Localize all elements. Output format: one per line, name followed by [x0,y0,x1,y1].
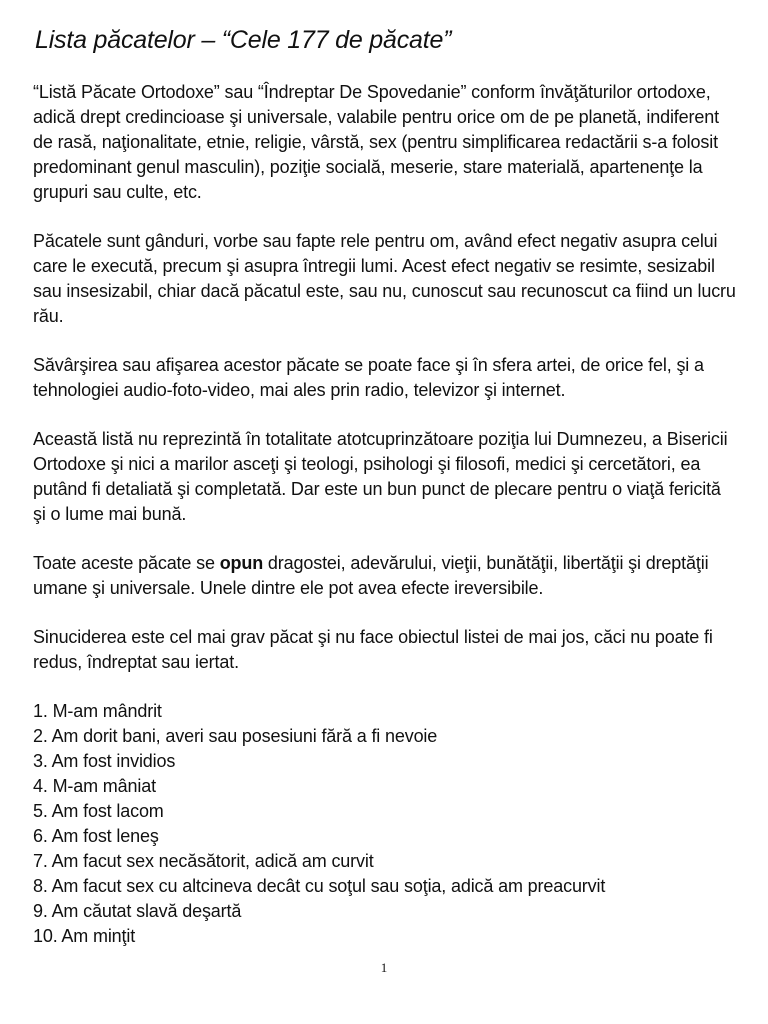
suicide-paragraph: Sinuciderea este cel mai grav păcat şi nu face obiectul listei de mai jos, căci nu poate fi redus, îndreptat sau iertat. [33,627,713,672]
list-item: 1. M-am mândrit [33,701,162,721]
list-item: 7. Am facut sex necăsătorit, adică am curvit [33,851,374,871]
document-body [33,80,738,949]
list-item: 4. M-am mâniat [33,776,156,796]
list-item: 6. Am fost leneş [33,826,159,846]
list-item: 9. Am căutat slavă deşartă [33,901,242,921]
intro-paragraph: “Listă Păcate Ortodoxe” sau “Îndreptar De Spovedanie” conform învăţăturilor ortodoxe, adică drept credincioase şi universale, valabile pentru orice om de pe planetă, indiferent de rasă, naţionalitate, etnie, religie, vârstă, sex (pentru simplificarea redactării s-a folosit predominant genul masculin), poziţie socială, meserie, stare materială, apartenenţe la grupuri sau culte, etc. [33,82,719,202]
definition-paragraph: Păcatele sunt gânduri, vorbe sau fapte rele pentru om, având efect negativ asupra celui care le execută, precum şi asupra întregii lumi. Acest efect negativ se resimte, sesizabil sau insesizabil, chiar dacă păcatul este, sau nu, cunoscut sau recunoscut ca fiind un lucru rău. [33,231,736,326]
sins-list [33,699,738,949]
page-number: 1 [380,960,388,975]
list-item: 3. Am fost invidios [33,751,176,771]
list-item: 2. Am dorit bani, averi sau posesiuni fără a fi nevoie [33,726,438,746]
disclaimer-paragraph: Această listă nu reprezintă în totalitate atotcuprinzătoare poziţia lui Dumnezeu, a Bisericii Ortodoxe şi nici a marilor asceţi şi teologi, psihologi şi filosofi, medici şi cercetători, ea putând fi detaliată şi completată. Dar este un bun punct de plecare pentru o viaţă fericită şi o lume mai bună. [33,429,728,524]
art-technology-paragraph: Săvârşirea sau afişarea acestor păcate se poate face şi în sfera artei, de orice fel, şi a tehnologiei audio-foto-video, mai ales prin radio, televizor şi internet. [33,355,704,400]
opposition-text-after: dragostei, adevărului, vieţii, bunătăţii, libertăţii şi dreptăţii umane şi universale. Unele dintre ele pot avea efecte ireversibile. [33,553,709,598]
opposition-text-before: Toate aceste păcate se [33,553,220,573]
list-item: 10. Am minţit [33,926,136,946]
page-title: Lista păcatelor – “Cele 177 de păcate” [35,26,452,54]
opposition-emphasis: opun [219,553,264,573]
list-item: 8. Am facut sex cu altcineva decât cu soţul sau soţia, adică am preacurvit [33,876,606,896]
opposition-paragraph [33,551,738,601]
list-item: 5. Am fost lacom [33,801,164,821]
